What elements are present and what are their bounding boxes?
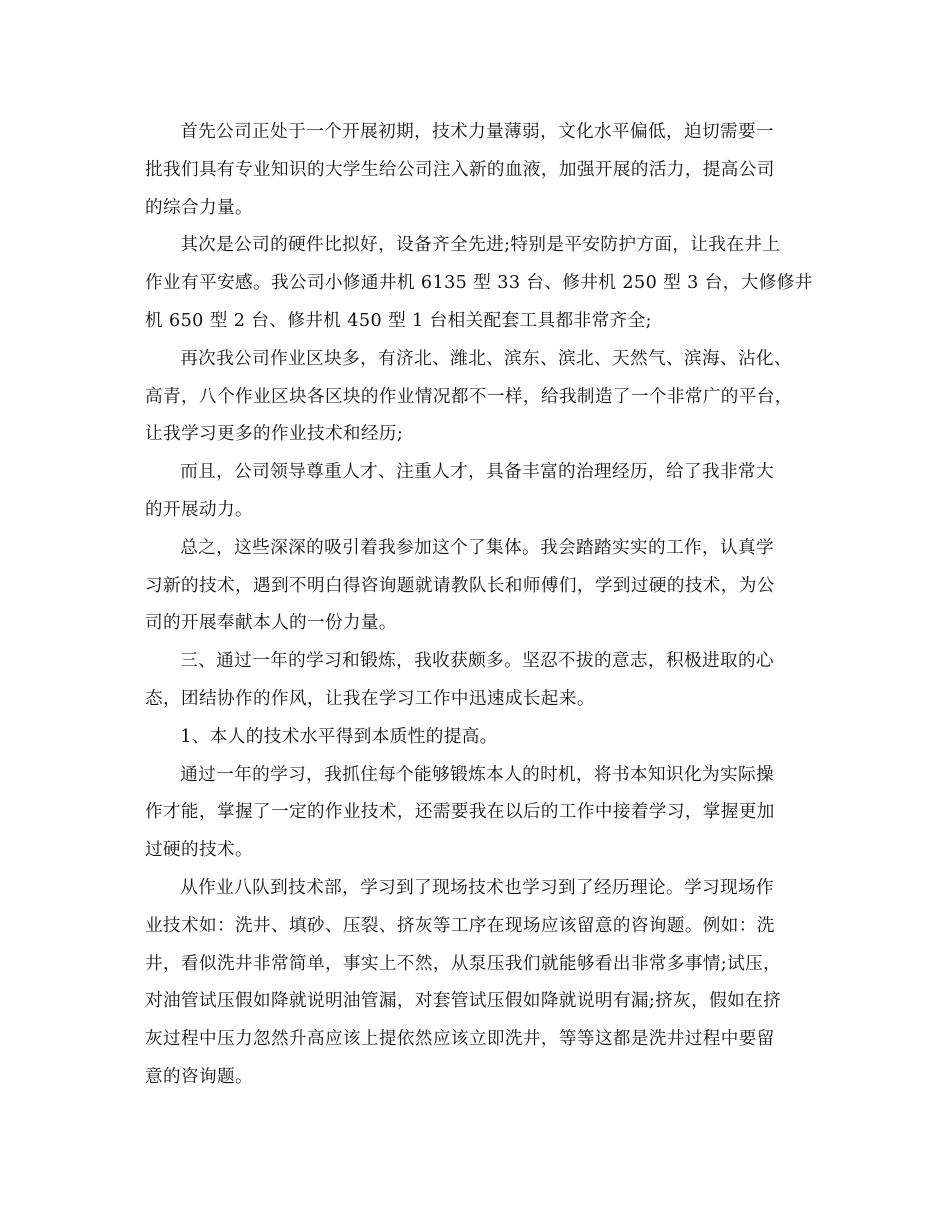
paragraph-section-three <box>145 643 807 719</box>
text-line: 让我学习更多的作业技术和经历; <box>145 424 404 445</box>
document-body <box>145 114 813 1097</box>
text-line: 灰过程中压力忽然升高应该上提依然应该立即洗井，等等这都是洗井过程中要留 <box>145 1029 775 1050</box>
text-line: 作业有平安感。我公司小修通井机 6135 型 33 台、修井机 250 型 3 台，大修修井 <box>145 273 813 294</box>
text-line: 意的咨询题。 <box>145 1066 253 1087</box>
text-line: 通过一年的学习，我抓住每个能够锻炼本人的时机，将书本知识化为实际操 <box>180 764 774 785</box>
paragraph-summary <box>145 530 807 643</box>
text-line: 机 650 型 2 台、修井机 450 型 1 台相关配套工具都非常齐全; <box>145 310 652 331</box>
text-line: 习新的技术，遇到不明白得咨询题就请教队长和师傅们，学到过硬的技术，为公 <box>145 575 775 596</box>
paragraph-work-areas <box>145 341 807 454</box>
text-line: 对油管试压假如降就说明油管漏，对套管试压假如降就说明有漏;挤灰，假如在挤 <box>145 991 782 1012</box>
text-line: 的开展动力。 <box>145 499 253 520</box>
paragraph-hardware-equipment <box>145 227 813 340</box>
text-line: 井，看似洗井非常简单，事实上不然，从泵压我们就能够看出非常多事情;试压， <box>145 953 782 974</box>
text-line: 1、本人的技术水平得到本质性的提高。 <box>180 726 498 747</box>
text-line: 高青，八个作业区块各区块的作业情况都不一样，给我制造了一个非常广的平台， <box>145 386 793 407</box>
text-line: 三、通过一年的学习和锻炼，我收获颇多。坚忍不拔的意志，积极进取的心 <box>180 651 774 672</box>
text-line: 其次是公司的硬件比拟好，设备齐全先进;特别是平安防护方面，让我在井上 <box>180 235 781 256</box>
paragraph-learning-year <box>145 757 807 870</box>
paragraph-item-one-heading <box>145 719 807 757</box>
text-line: 而且，公司领导尊重人才、注重人才，具备丰富的治理经历，给了我非常大 <box>180 462 774 483</box>
text-line: 过硬的技术。 <box>145 840 253 861</box>
text-line: 首先公司正处于一个开展初期，技术力量薄弱，文化水平偏低，迫切需要一 <box>180 122 774 142</box>
text-line: 司的开展奉献本人的一份力量。 <box>145 613 397 634</box>
text-line: 从作业八队到技术部，学习到了现场技术也学习到了经历理论。学习现场作 <box>180 877 774 898</box>
text-line: 批我们具有专业知识的大学生给公司注入新的血液，加强开展的活力，提高公司 <box>145 159 775 180</box>
text-line: 作才能，掌握了一定的作业技术，还需要我在以后的工作中接着学习，掌握更加 <box>145 802 775 823</box>
text-line: 业技术如：洗井、填砂、压裂、挤灰等工序在现场应该留意的咨询题。例如：洗 <box>145 915 775 936</box>
text-line: 态，团结协作的作风，让我在学习工作中迅速成长起来。 <box>145 688 595 709</box>
text-line: 的综合力量。 <box>145 197 253 218</box>
paragraph-leadership <box>145 454 807 530</box>
paragraph-field-techniques <box>145 870 807 1097</box>
paragraph-company-early-stage <box>145 114 807 227</box>
text-line: 再次我公司作业区块多，有济北、潍北、滨东、滨北、天然气、滨海、沾化、 <box>180 348 792 369</box>
text-line: 总之，这些深深的吸引着我参加这个了集体。我会踏踏实实的工作，认真学 <box>180 537 774 558</box>
